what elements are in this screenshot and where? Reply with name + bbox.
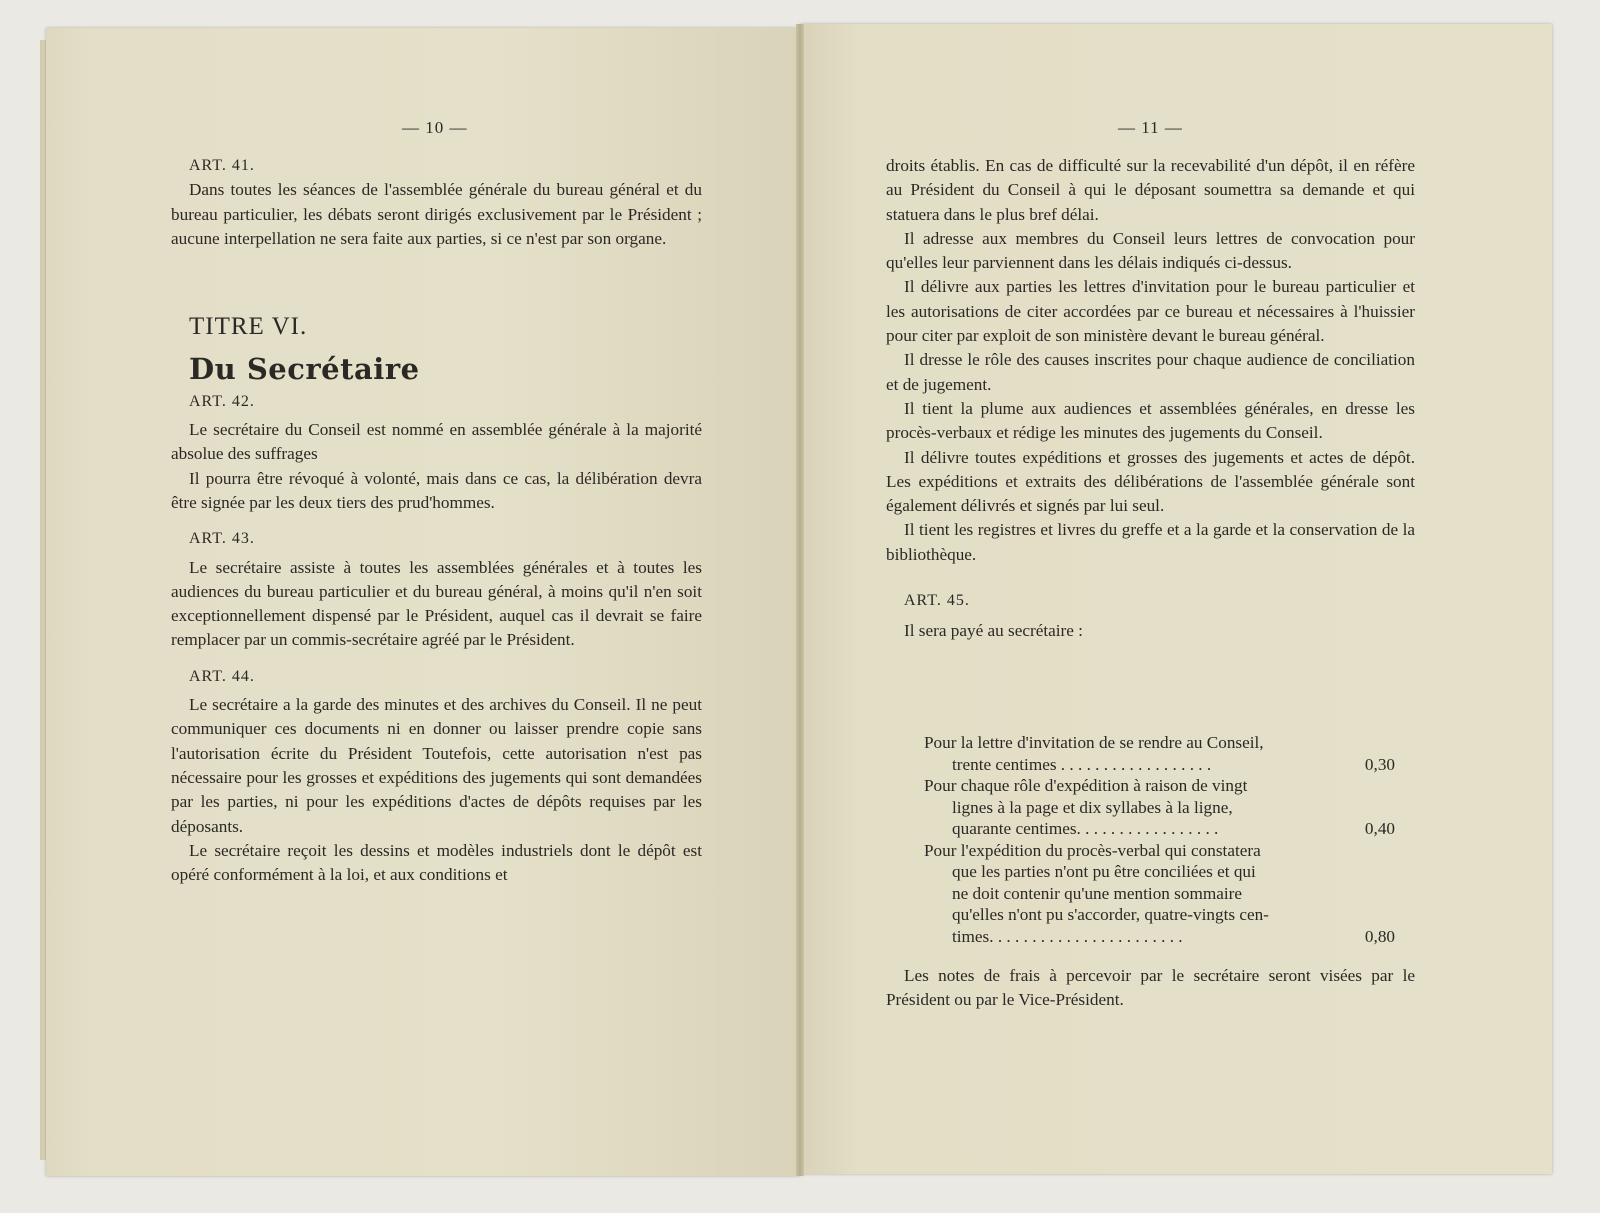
fee-line: Pour chaque rôle d'expédition à raison de vingt [924,776,1248,795]
book-gutter [796,24,804,1176]
fee-line: Pour la lettre d'invitation de se rendre au Conseil, [924,733,1264,752]
plume-paragraph: Il tient la plume aux audiences et assemblées générales, en dresse les procès-verbaux et rédige les minutes des jugements du Conseil. [886,398,1415,443]
folio-right: — 11 — [1118,118,1183,137]
art-43-title: ART. 43. [189,530,255,548]
left-column [171,154,702,887]
art-41-paragraph: Dans toutes les séances de l'assemblée générale du bureau général et du bureau particulier, les débats seront dirigés exclusivement par le Président ; aucune interpellation ne sera faite aux parties, si ce n'est par son organe. [171,180,702,248]
art-45-intro: Il sera payé au secrétaire : [904,621,1083,641]
expeditions-paragraph: Il délivre toutes expéditions et grosses des jugements et actes de dépôt. Les expéditions et extraits des délibérations de l'assemblée générale sont également délivrés et signés par lui seul. [886,447,1415,516]
art-41-title: ART. 41. [189,157,255,174]
fee-item [924,775,1395,840]
art-45-closing: Les notes de frais à percevoir par le secrétaire seront visées par le Président ou par le Vice-Président. [886,966,1415,1010]
fee-schedule [924,732,1395,947]
right-column [886,154,1415,644]
convocation-paragraph: Il adresse aux membres du Conseil leurs lettres de convocation pour qu'elles leur parviennent dans les délais indiqués ci-dessus. [886,228,1415,273]
fee-line: times. . . . . . . . . . . . . . . . . . . . . . . [952,926,1183,946]
registres-paragraph: Il tient les registres et livres du greffe et a la garde et la conservation de la bibliothèque. [886,520,1415,564]
role-paragraph: Il dresse le rôle des causes inscrites pour chaque audience de conciliation et de jugement. [886,350,1415,394]
fee-line: lignes à la page et dix syllabes à la ligne, [952,797,1233,817]
fee-price: 0,40 [1364,819,1395,838]
art-44-title: ART. 44. [189,667,255,685]
fee-item [924,732,1395,775]
fee-price: 0,80 [1364,926,1395,946]
art-43-paragraph: Le secrétaire assiste à toutes les assemblées générales et à toutes les audiences du bureau particulier et du bureau général, à moins qu'il n'en soit exceptionnellement dispensé par le Président, auquel cas il devrait se faire remplacer par un commis-secrétaire agréé par le Président. [171,557,702,650]
art-44-paragraph-1: Le secrétaire a la garde des minutes et des archives du Conseil. Il ne peut communiquer ces documents ni en donner ou laisser prendre copie sans l'autorisation écrite du Président Toutefois, cette autorisation n'est pas nécessaire pour les grosses et expéditions des jugements qui sont demandées par les parties, ni pour les expéditions d'actes de dépôts requises par les déposants. [171,695,702,836]
fee-line: Pour l'expédition du procès-verbal qui constatera [924,840,1261,860]
fee-line: ne doit contenir qu'une mention sommaire [952,883,1242,903]
fee-line: qu'elles n'ont pu s'accorder, quatre-vingts cen- [952,905,1269,924]
fee-line: que les parties n'ont pu être conciliées et qui [952,862,1256,881]
art-45-title: ART. 45. [904,592,970,610]
art-44-paragraph-2: Le secrétaire reçoit les dessins et modèles industriels dont le dépôt est opéré conformément à la loi, et aux conditions et [171,840,702,885]
fee-item [924,840,1395,948]
art-42-paragraph-1: Le secrétaire du Conseil est nommé en assemblée générale à la majorité absolue des suffrages [171,420,702,464]
art-42-paragraph-2: Il pourra être révoqué à volonté, mais dans ce cas, la délibération devra être signée par les deux tiers des prud'hommes. [171,468,702,512]
art-42-title: ART. 42. [189,392,255,410]
art-45-closing-block [886,964,1415,1013]
section-heading: Du Secrétaire [189,352,420,387]
fee-price: 0,30 [1364,754,1395,774]
fee-line: quarante centimes. . . . . . . . . . . . . . . . . [952,819,1219,838]
folio-left: — 10 — [402,118,468,137]
titre-heading: TITRE VI. [189,313,308,341]
continuation-paragraph: droits établis. En cas de difficulté sur la recevabilité d'un dépôt, il en réfère au Président du Conseil à qui le déposant soumettra sa demande et qui statuera dans le plus bref délai. [886,156,1415,224]
invitation-paragraph: Il délivre aux parties les lettres d'invitation pour le bureau particulier et les autorisations de citer accordées par ce bureau et nécessaires à l'huissier pour citer par exploit de son ministère devant le bureau général. [886,277,1415,346]
fee-line: trente centimes . . . . . . . . . . . . . . . . . . [952,754,1212,774]
